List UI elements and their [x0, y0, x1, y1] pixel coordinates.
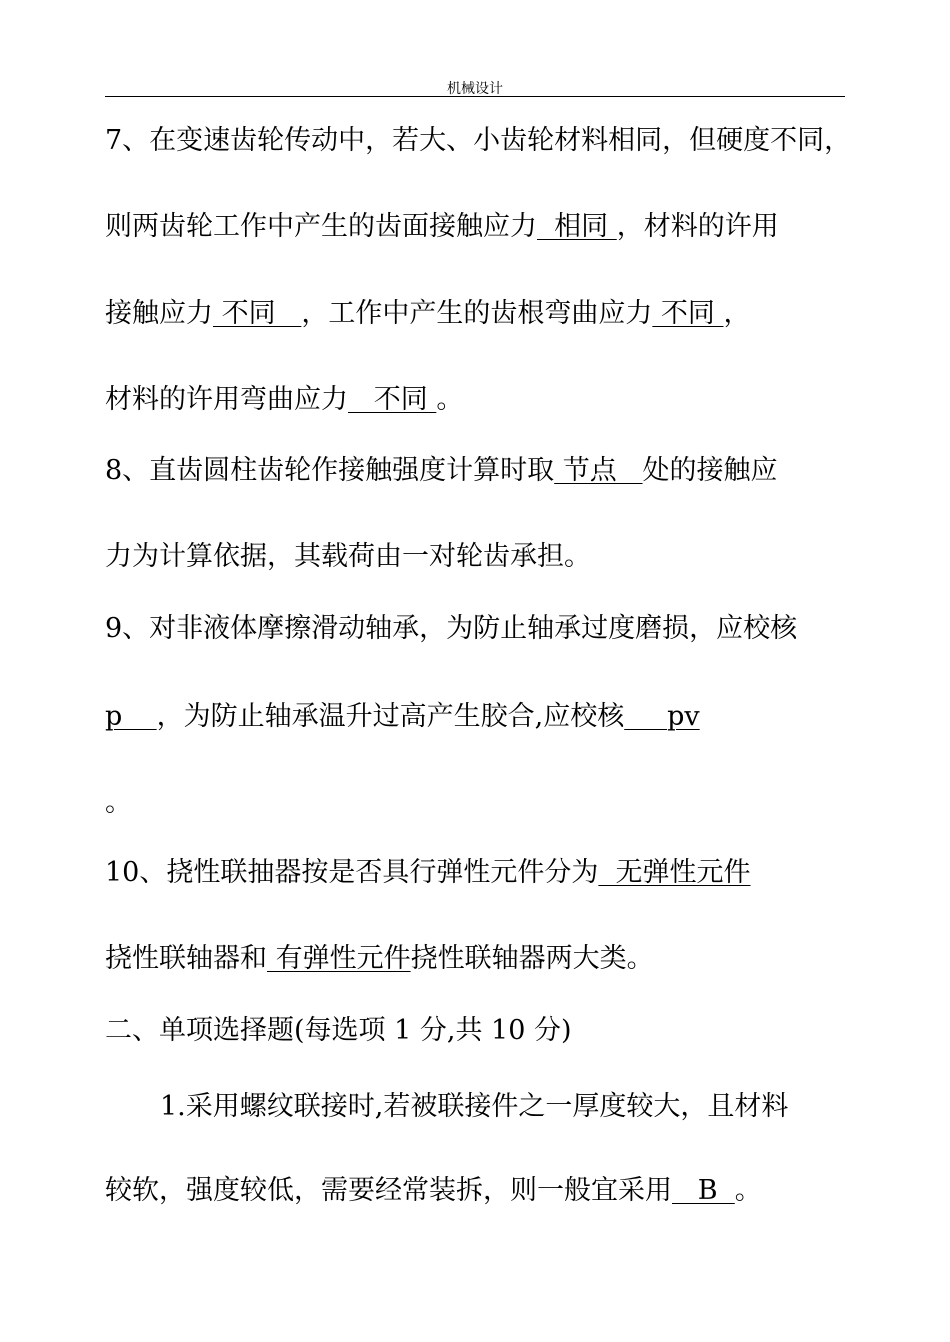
- q7-answer-3: 不同: [652, 298, 724, 329]
- s2-q1-line-2: [105, 1174, 865, 1208]
- q7-line-4: [105, 383, 865, 417]
- q7-line-3: [105, 297, 865, 331]
- q8-line-1: [105, 454, 865, 488]
- q7-answer-1: 相同: [537, 211, 617, 242]
- s2-q1-text: 较软，强度较低，需要经常装拆，则一般宜采用: [105, 1175, 672, 1206]
- q10-answer-2: 有弹性元件: [267, 943, 411, 974]
- q10-text: 挠性联轴器和: [105, 943, 267, 974]
- q7-answer-4: 不同: [348, 384, 437, 415]
- q9-line-2: [105, 700, 865, 734]
- q7-text: 材料的许用弯曲应力: [105, 384, 348, 415]
- q7-text: ，: [723, 298, 751, 329]
- q7-text: 。: [436, 384, 464, 415]
- header-divider: [105, 96, 845, 97]
- s2-q1-answer-1: B: [672, 1175, 735, 1206]
- q10-line-2: [105, 942, 865, 976]
- page-header-title: 机械设计: [447, 81, 503, 97]
- q7-text: ，工作中产生的齿根弯曲应力: [301, 298, 653, 329]
- s2-q1-text: 。: [734, 1175, 762, 1206]
- q8-text: 8、直齿圆柱齿轮作接触强度计算时取: [105, 455, 555, 486]
- section-2-title: 二、单项选择题(每选项 1 分,共 10 分): [105, 1015, 572, 1046]
- q10-line-1: [105, 856, 865, 890]
- q10-text: 挠性联轴器两大类。: [410, 943, 654, 974]
- q7-text: 则两齿轮工作中产生的齿面接触应力: [105, 211, 537, 242]
- q7-text: ，材料的许用: [616, 211, 779, 242]
- q8-answer-1: 节点: [554, 455, 643, 486]
- q7-text: 接触应力: [105, 298, 213, 329]
- q9-answer-2: pv: [624, 701, 700, 732]
- q8-text: 处的接触应: [642, 455, 778, 486]
- q7-line-1: 7、在变速齿轮传动中，若大、小齿轮材料相同，但硬度不同，: [105, 125, 852, 156]
- q7-answer-2: 不同: [213, 298, 302, 329]
- q10-answer-1: 无弹性元件: [598, 857, 751, 888]
- q9-answer-1: p: [105, 701, 157, 732]
- q8-line-2: 力为计算依据，其载荷由一对轮齿承担。: [105, 541, 591, 572]
- q9-line-3: 。: [105, 787, 132, 818]
- q9-text: ，为防止轴承温升过高产生胶合,应校核: [156, 701, 625, 732]
- q7-line-2: [105, 210, 865, 244]
- s2-q1-line-1: 1.采用螺纹联接时,若被联接件之一厚度较大，且材料: [160, 1091, 789, 1122]
- q10-text: 10、挠性联抽器按是否具行弹性元件分为: [105, 857, 599, 888]
- q9-line-1: 9、对非液体摩擦滑动轴承，为防止轴承过度磨损，应校核: [105, 613, 798, 644]
